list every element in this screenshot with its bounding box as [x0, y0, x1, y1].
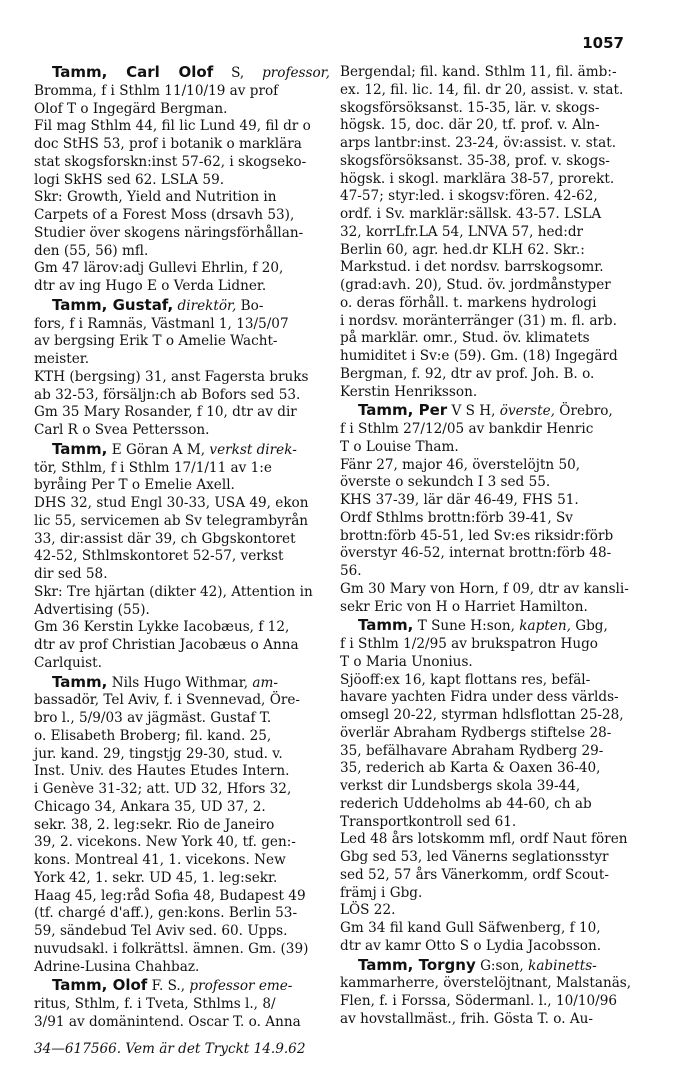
entry-text-line: 33, dir:assist där 39, ch Gbgskontoret: [34, 530, 296, 547]
entry-text-line: DHS 32, stud Engl 30-33, USA 49, ekon: [34, 495, 309, 511]
entry-text-line: 35, rederich ab Karta & Oaxen 36-40,: [340, 760, 601, 777]
biography-entry: [340, 64, 632, 401]
entry-text-line: Carl R o Svea Pettersson.: [34, 422, 210, 438]
entry-text-line: rederich Uddeholms ab 44-60, ch ab: [340, 795, 592, 812]
entry-text-line: överstyr 46-52, internat brottn:förb 48-: [340, 545, 612, 562]
entry-text-line: Olof T o Ingegärd Bergman.: [34, 100, 228, 117]
entry-text-line: verkst dir Lundsbergs skola 39-44,: [340, 778, 581, 794]
entry-text-line: Advertising (55).: [34, 601, 150, 618]
entry-name: Tamm, Torgny: [358, 955, 476, 974]
biography-entry: [340, 617, 632, 955]
entry-text-line: på marklär. omr., Stud. öv. klimatets: [340, 330, 590, 347]
entry-title: överste,: [499, 403, 555, 420]
entry-text-line: Örebro,: [554, 403, 613, 420]
entry-text-line: Skr: Tre hjärtan (dikter 42), Attention in: [34, 583, 313, 600]
entry-text-line: ritus, Sthlm, f. i Tveta, Sthlms l., 8/: [34, 996, 276, 1012]
entry-text-line: meister.: [34, 351, 90, 367]
entry-text-line: logi SkHS sed 62. LSLA 59.: [34, 171, 225, 188]
entry-text-line: Bromma, f i Sthlm 11/10/19 av prof: [34, 82, 279, 99]
entry-text-line: Inst. Univ. des Hautes Etudes Intern.: [34, 763, 290, 780]
entry-text-line: havare yachten Fidra under dess världs-: [340, 689, 619, 706]
entry-text-line: Fil mag Sthlm 44, fil lic Lund 49, fil dr o: [34, 118, 311, 135]
biography-entry: [34, 297, 330, 440]
entry-text-line: byråing Per T o Emelie Axell.: [34, 477, 235, 494]
entry-text-line: o. deras förhåll. t. markens hydrologi: [340, 294, 597, 311]
page-number: 1057: [582, 34, 624, 52]
entry-text-line: humiditet i Sv:e (59). Gm. (18) Ingegärd: [340, 348, 618, 364]
entry-text-line: Bergman, f. 92, dtr av prof. Joh. B. o.: [340, 365, 595, 382]
entry-text-line: 59, sändebud Tel Aviv sed. 60. Upps.: [34, 923, 288, 939]
entry-text-line: 3/91 av domänintend. Oscar T. o. Anna: [34, 1013, 301, 1030]
entry-title: kapten,: [519, 618, 571, 635]
entry-text-line: f i Sthlm 1/2/95 av brukspatron Hugo: [340, 636, 598, 652]
entry-text-line: Markstud. i det nordsv. barrskogsomr.: [340, 259, 604, 276]
entry-text-line: bassadör, Tel Aviv, f. i Svennevad, Öre-: [34, 692, 300, 709]
entry-initials: G:son,: [475, 957, 529, 974]
entry-text-line: Flen, f. i Forssa, Södermanl. l., 10/10/96: [340, 993, 617, 1009]
entry-title: kabinetts-: [528, 957, 597, 974]
entry-text-line: Carpets of a Forest Moss (drsavh 53),: [34, 207, 295, 223]
entry-name: Tamm, Per: [358, 401, 448, 420]
entry-text-line: Berlin 60, agr. hed.dr KLH 62. Skr.:: [340, 241, 585, 258]
entry-text-line: högsk. 15, doc. där 20, tf. prof. v. Aln-: [340, 117, 600, 134]
entry-initials: S,: [213, 65, 263, 81]
entry-name: Tamm, Olof: [52, 976, 148, 995]
entry-title: professor eme-: [189, 978, 293, 995]
entry-text-line: Bergendal; fil. kand. Sthlm 11, fil. ämb:-: [340, 64, 617, 80]
entry-text-line: Bo-: [236, 297, 264, 314]
entry-initials: F. S.,: [147, 978, 190, 995]
entry-title: am-: [252, 674, 278, 691]
entry-text-line: sed 52, 57 års Vänerkomm, ordf Scout-: [340, 866, 609, 883]
entry-text-line: av hovstallmäst., frih. Gösta T. o. Au-: [340, 1010, 594, 1027]
entry-text-line: Ordf Sthlms brottn:förb 39-41, Sv: [340, 509, 573, 526]
entry-text-line: f i Sthlm 27/12/05 av bankdir Henric: [340, 421, 594, 437]
entry-text-line: 56.: [340, 563, 362, 579]
entry-text-line: LÖS 22.: [340, 902, 396, 919]
entry-name: Tamm,: [52, 439, 108, 458]
entry-text-line: sekr Eric von H o Harriet Hamilton.: [340, 598, 588, 615]
entry-text-line: dtr av ing Hugo E o Verda Lidner.: [34, 278, 267, 294]
left-column: [34, 64, 330, 1032]
entry-name: Tamm,: [52, 672, 108, 691]
entry-text-line: Haag 45, leg:råd Sofia 48, Budapest 49: [34, 887, 306, 904]
entry-text-line: 32, korrLfr.LA 54, LNVA 57, hed:dr: [340, 223, 584, 240]
entry-text-line: doc StHS 53, prof i botanik o marklära: [34, 136, 302, 152]
entry-text-line: den (55, 56) mfl.: [34, 242, 149, 259]
print-footer: 34—617566. Vem är det Tryckt 14.9.62: [34, 1041, 306, 1057]
entry-text-line: Gm 30 Mary von Horn, f 09, dtr av kansli-: [340, 580, 629, 597]
entry-text-line: dtr av kamr Otto S o Lydia Jacobsson.: [340, 937, 602, 954]
entry-text-line: Sjöoff:ex 16, kapt flottans res, befäl-: [340, 671, 591, 688]
entry-text-line: lic 55, servicemen ab Sv telegrambyrån: [34, 512, 309, 529]
right-column: [340, 64, 632, 1029]
entry-initials: V S H,: [447, 403, 500, 420]
entry-initials: T Sune H:son,: [413, 618, 520, 635]
entry-text-line: omsegl 20-22, styrman hdlsflottan 25-28,: [340, 707, 624, 723]
biography-entry: [34, 441, 330, 673]
entry-text-line: sekr. 38, 2. leg:sekr. Rio de Janeiro: [34, 816, 275, 833]
entry-name: Tamm, Gustaf,: [52, 295, 174, 314]
entry-text-line: York 42, 1. sekr. UD 45, 1. leg:sekr.: [34, 869, 278, 886]
entry-name: Tamm,: [358, 616, 414, 635]
entry-text-line: kons. Montreal 41, 1. vicekons. New: [34, 852, 286, 868]
biography-entry: [34, 977, 330, 1031]
entry-text-line: Carlquist.: [34, 654, 102, 671]
entry-text-line: av bergsing Erik T o Amelie Wacht-: [34, 333, 278, 350]
entry-text-line: överlär Abraham Rydbergs stiftelse 28-: [340, 724, 612, 741]
entry-initials: Nils Hugo Withmar,: [107, 674, 253, 691]
entry-text-line: Kerstin Henriksson.: [340, 383, 478, 400]
entry-text-line: bro l., 5/9/03 av jägmäst. Gustaf T.: [34, 710, 272, 726]
entry-text-line: Chicago 34, Ankara 35, UD 37, 2.: [34, 798, 266, 815]
entry-text-line: ordf. i Sv. marklär:sällsk. 43-57. LSLA: [340, 206, 602, 222]
entry-text-line: främj i Gbg.: [340, 884, 423, 901]
biography-entry: [340, 957, 632, 1029]
entry-text-line: 47-57; styr:led. i skogsv:fören. 42-62,: [340, 188, 598, 205]
entry-text-line: skogsförsöksanst. 35-38, prof. v. skogs-: [340, 152, 610, 169]
entry-text-line: (grad:avh. 20), Stud. öv. jordmånstyper: [340, 277, 611, 293]
entry-text-line: i Genève 31-32; att. UD 32, Hfors 32,: [34, 781, 292, 797]
entry-text-line: Gm 35 Mary Rosander, f 10, dtr av dir: [34, 404, 297, 421]
entry-text-line: dtr av prof Christian Jacobæus o Anna: [34, 637, 299, 653]
entry-text-line: arps lantbr:inst. 23-24, öv:assist. v. stat.: [340, 135, 617, 151]
entry-title: professor,: [262, 65, 330, 81]
entry-text-line: KTH (bergsing) 31, anst Fagersta bruks: [34, 368, 309, 385]
entry-text-line: överste o sekundch I 3 sed 55.: [340, 474, 551, 491]
entry-text-line: 39, 2. vicekons. New York 40, tf. gen:-: [34, 834, 296, 851]
entry-text-line: brottn:förb 45-51, led Sv:es riksidr:förb: [340, 527, 614, 544]
entry-text-line: jur. kand. 29, tingstjg 29-30, stud. v.: [34, 745, 283, 762]
entry-text-line: T o Louise Tham.: [340, 438, 459, 455]
entry-text-line: tör, Sthlm, f i Sthlm 17/1/11 av 1:e: [34, 459, 272, 476]
entry-text-line: Gbg,: [570, 618, 608, 635]
entry-text-line: Skr: Growth, Yield and Nutrition in: [34, 189, 277, 206]
entry-text-line: Gm 34 fil kand Gull Säfwenberg, f 10,: [340, 920, 601, 936]
entry-text-line: Gm 36 Kerstin Lykke Iacobæus, f 12,: [34, 619, 290, 636]
entry-text-line: skogsförsöksanst. 15-35, lär. v. skogs-: [340, 99, 600, 116]
entry-text-line: stat skogsforskn:inst 57-62, i skogseko-: [34, 153, 307, 170]
entry-text-line: Studier över skogens näringsförhållan-: [34, 224, 304, 241]
entry-text-line: ab 32-53, försäljn:ch ab Bofors sed 53.: [34, 386, 301, 403]
entry-text-line: dir sed 58.: [34, 566, 108, 582]
entry-text-line: Gm 47 lärov:adj Gullevi Ehrlin, f 20,: [34, 260, 284, 277]
entry-text-line: Adrine-Lusina Chahbaz.: [34, 958, 200, 975]
biography-entry: [34, 674, 330, 977]
entry-text-line: nuvudsakl. i folkrättsl. ämnen. Gm. (39): [34, 940, 309, 957]
entry-text-line: o. Elisabeth Broberg; fil. kand. 25,: [34, 727, 272, 744]
entry-title: direktör,: [177, 297, 237, 314]
entry-text-line: Fänr 27, major 46, överstelöjtn 50,: [340, 456, 581, 473]
entry-text-line: (tf. chargé d'aff.), gen:kons. Berlin 53-: [34, 905, 298, 922]
entry-text-line: T o Maria Unonius.: [340, 653, 473, 670]
entry-text-line: fors, f i Ramnäs, Västmanl 1, 13/5/07: [34, 315, 289, 332]
entry-text-line: Led 48 års lotskomm mfl, ordf Naut fören: [340, 831, 628, 848]
biography-entry: [34, 64, 330, 296]
entry-text-line: 42-52, Sthlmskontoret 52-57, verkst: [34, 548, 284, 565]
entry-text-line: Transportkontroll sed 61.: [340, 813, 517, 830]
entry-text-line: högsk. i skogl. marklära 38-57, prorekt.: [340, 170, 615, 187]
entry-initials: E Göran A M,: [107, 441, 210, 458]
entry-text-line: ex. 12, fil. lic. 14, fil. dr 20, assist. v. stat.: [340, 81, 624, 98]
entry-text-line: kammarherre, överstelöjtnant, Malstanäs,: [340, 975, 632, 992]
entry-title: verkst direk-: [209, 441, 297, 458]
entry-text-line: i nordsv. moränterränger (31) m. fl. arb.: [340, 312, 617, 329]
biography-entry: [340, 402, 632, 616]
entry-text-line: Gbg sed 53, led Vänerns seglationsstyr: [340, 849, 609, 865]
entry-name: Tamm, Carl Olof: [52, 63, 214, 81]
entry-text-line: KHS 37-39, lär där 46-49, FHS 51.: [340, 492, 579, 508]
entry-text-line: 35, befälhavare Abraham Rydberg 29-: [340, 742, 604, 759]
